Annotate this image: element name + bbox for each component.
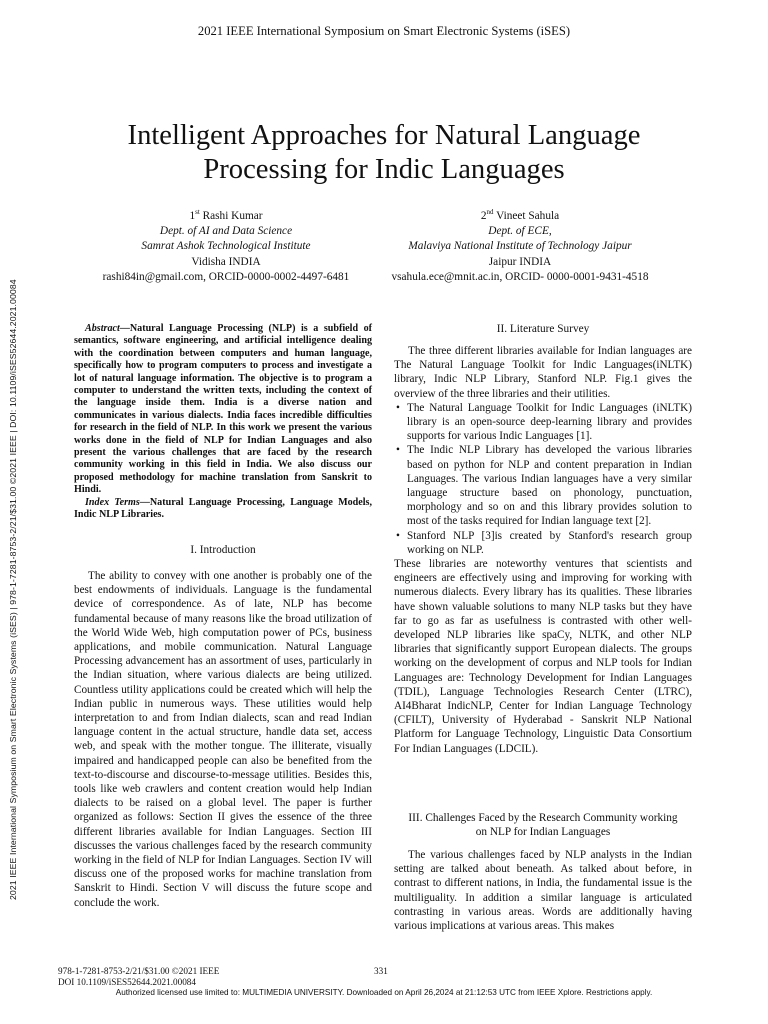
author-block-2 — [340, 205, 700, 285]
author-location: Jaipur INDIA — [488, 255, 552, 268]
side-citation-text: 2021 IEEE International Symposium on Smart Electronic Systems (iSES) | 978-1-7281-8753-2/21/$31.00 ©2021 IEEE | DOI: 10.1109/iSES52644.2021.00084 — [8, 279, 18, 900]
conference-header: 2021 IEEE International Symposium on Smart Electronic Systems (iSES) — [197, 24, 571, 38]
paper-title — [60, 119, 708, 187]
title-line-1: Intelligent Approaches for Natural Language — [127, 120, 641, 151]
section-heading-challenges — [394, 811, 692, 839]
footer-doi: DOI 10.1109/iSES52644.2021.00084 — [58, 977, 196, 987]
index-terms — [74, 497, 372, 522]
author-name: 2nd Vineet Sahula — [480, 208, 560, 222]
literature-survey-intro: The three different libraries available for Indian languages are The Natural Language Toolkit for Indic Languages(iNLTK) library, Indic NLP Library, Stanford NLP. Fig.1 gives the overview of the three libraries and their utilities. — [394, 345, 692, 400]
abstract-text: —Natural Language Processing (NLP) is a subfield of semantics, software engineering, and artificial intelligence dealing with the coordination between computers and human language, specifically how to program computers to process and investigate a lot of natural language information. The objective is to program a computer to understand the written texts, including the context of the language inside them. India is a diverse nation and communicates in various dialects. India faces incredible difficulties for research in the field of NLP. In this work we present the various works done in the field of NLP for Indian Languages and also present the various challenges that are faced by the research community working in this field in India. We also discuss our proposed methodology for machine translation from Sanskrit to Hindi. — [74, 323, 372, 496]
challenges-paragraph: The various challenges faced by NLP analysts in the Indian setting are talked about beneath. As talked about before, in contrast to different nations, in India, the fundamental issue is the multiliguality. In addition a similar language is articulated contrasting in various areas. Words are additionally having various implications at various areas. This makes — [394, 849, 692, 933]
list-item: • Stanford NLP [3]is created by Stanford's research group working on NLP. — [394, 529, 692, 557]
footer-isbn: 978-1-7281-8753-2/21/$31.00 ©2021 IEEE — [58, 966, 220, 976]
literature-survey-body — [394, 344, 692, 756]
literature-survey-paragraph: These libraries are noteworthy ventures that scientists and engineers are effectively using and improving for working with numerous dialects. Every library has its qualities. These libraries have shown valuable solutions to many NLP tasks but they have far to go as far as usefulness is contrasted with other well-developed NLP libraries like spaCy, NLTK, and other NLP libraries that significantly support European dialects. The groups working on the development of corpus and NLP tools for Indian Languages are: Technology Development for Indian Languages (TDIL), Language Technologies Research Center (LTRC), AI4Bharat IndicNLP, Center for Indian Language Technology (CFILT), University of Hyderabad - Sanskrit NLP National Platform for Language Technology, Linguistic Data Consortium For Indian Languages (LDCIL). — [394, 558, 692, 755]
author-institute: Samrat Ashok Technological Institute — [141, 240, 311, 253]
challenges-heading-line-2: on NLP for Indian Languages — [475, 826, 611, 838]
abstract-label: Abstract — [85, 323, 120, 334]
license-notice: Authorized licensed use limited to: MULTIMEDIA UNIVERSITY. Downloaded on April 26,2024 at 21:12:53 UTC from IEEE Xplore. Restrictions apply. — [115, 988, 653, 997]
author-name: 1st Rashi Kumar — [189, 208, 263, 222]
abstract-paragraph — [74, 323, 372, 497]
author-dept: Dept. of ECE, — [488, 225, 552, 238]
index-terms-text: —Natural Language Processing, Language Models, Indic NLP Libraries. — [74, 496, 372, 521]
library-list — [394, 401, 692, 557]
challenges-body — [394, 848, 692, 933]
page-number: 331 — [374, 966, 388, 976]
index-terms-label: Index Terms — [85, 496, 140, 508]
author-contact: rashi84in@gmail.com, ORCID-0000-0002-4497-6481 — [102, 270, 350, 283]
section-heading-introduction: I. Introduction — [190, 544, 256, 556]
author-dept: Dept. of AI and Data Science — [159, 225, 293, 238]
challenges-heading-line-1: III. Challenges Faced by the Research Community working — [408, 812, 678, 824]
introduction-paragraph: The ability to convey with one another is probably one of the best endowments of individuals. Language is the fundamental device of correspondence. As of late, NLP has become fundamental because of many reasons like the broad utilization of the World Wide Web, high computation power of PCs, business applications, and mobile communication. Natural Language Processing advancement has an assortment of uses, particularly in the Indian situation, where various dialects are being utilized. Countless utility applications could be created which will help the Indian public in numerous ways. These utilities would help interpretation to and from Indian dialects, scan and read Indian language content in the actual structure, handle data set, access web, and speak with the mother tongue. The illiterate, visually impaired and handicapped people can also be benefited from the text-to-discourse and discourse-to-message utilities. Besides this, tools like web crawlers and content creation would help Indian dialects to be raised on a global level. The paper is further organized as follows: Section II gives the essence of the three different libraries available for Indian Languages. Section III discusses the various challenges faced by the research community working in the field of NLP for Indian Languages. Section IV will discuss one of the proposed works for machine translation from Sanskrit to Hindi. Section V will discuss the future scope and conclude the work. — [74, 570, 372, 909]
title-line-2: Processing for Indic Languages — [203, 154, 565, 185]
list-item: • The Natural Language Toolkit for Indic Languages (iNLTK) library is an open-source deep-learning library and provides supports for various Indic Languages [1]. — [394, 401, 692, 444]
abstract — [74, 323, 372, 522]
section-heading-literature-survey: II. Literature Survey — [496, 323, 590, 335]
list-item: • The Indic NLP Library has developed the various libraries based on python for NLP and content preparation in Indian Languages. The various Indian languages have a very similar language structure based on phonology, punctuation, morphology and so on and this library provides solution to most of the tasks required for Indian language text [2]. — [394, 443, 692, 528]
author-institute: Malaviya National Institute of Technology Jaipur — [408, 240, 632, 253]
author-location: Vidisha INDIA — [191, 255, 261, 268]
author-contact: vsahula.ece@mnit.ac.in, ORCID- 0000-0001-9431-4518 — [391, 270, 649, 283]
introduction-body — [74, 569, 372, 910]
